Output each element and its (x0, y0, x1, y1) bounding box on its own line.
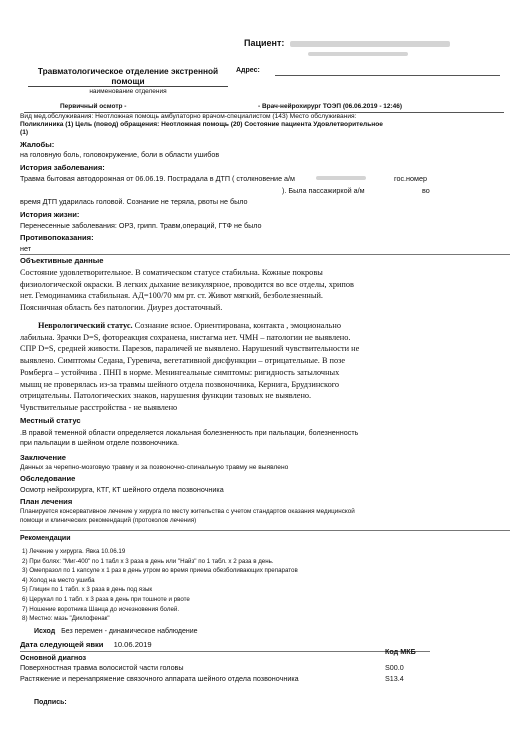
meta-line-1: Вид мед.обслуживания: Неотложная помощь амбулаторно врачом-специалистом (143) Место обслуживания: (20, 113, 357, 120)
neuro-line: Ромберга – устойчива . ПНП в норме. Менингеальные симптомы: ригидность затылочных (20, 367, 340, 377)
recommendation-item: 1) Лечение у хирурга. Явка 10.06.19 (22, 548, 126, 555)
neuro-status (20, 320, 496, 414)
next-visit-row (20, 640, 152, 649)
plan-line: Планируется консервативное лечение у хирурга по месту жительства с учетом стандартов оказания медицинской (20, 508, 355, 515)
history-line-1-tail: гос.номер (394, 174, 427, 183)
history-line-1: Травма бытовая автодорожная от 06.06.19. Пострадала в ДТП ( столкновение а/м (20, 174, 295, 183)
objective-line: Поясничная область без патологии. Диурез достаточный. (20, 303, 223, 313)
address-underline (275, 75, 500, 76)
plan-text (20, 508, 510, 525)
objective-line: физиологической окраски. В легких дыхание везикулярное, проводится во все отделы, хрипов (20, 279, 354, 289)
objective-line: нет. Гемодинамика стабильная. АД=100/70 мм рт. ст. Живот мягкий, безболезненный. (20, 291, 323, 301)
conclusion-text: Данных за черепно-мозговую травму и за позвоночно-спинальную травму не выявлено (20, 464, 289, 471)
signature-label: Подпись: (34, 699, 67, 706)
recommendation-item: 7) Ношение воротника Шанца до исчезновения болей. (22, 605, 180, 613)
conclusion-label: Заключение (20, 453, 67, 462)
recommendation-item: 8) Местно: мазь "Диклофенак" (22, 615, 110, 623)
complaints-text: на головную боль, головокружение, боли в области ушибов (20, 150, 220, 159)
neuro-line: мышц не проверялась из-за травмы шейного отдела позвоночника, Кернига, Брудзинского (20, 379, 340, 389)
local-status-text (20, 428, 510, 447)
local-status-label: Местный статус (20, 416, 81, 425)
recommendation-item: 5) Глицин по 1 табл. х 3 раза в день под язык (22, 586, 153, 594)
icd-code-header: Код МКБ (385, 647, 416, 656)
life-history-label: История жизни: (20, 210, 80, 219)
department-name: Травматологическое отделение экстренной помощи (37, 66, 219, 86)
contraindications-label: Противопоказания: (20, 233, 94, 242)
diagnosis-code: S13.4 (385, 674, 404, 683)
history-line-2-tail: во (422, 186, 430, 195)
neuro-line: выявлено. Симптомы Седана, Гуревича, вегетативной дисфункции – отрицательные. В позе (20, 356, 346, 366)
neuro-line: СПР D=S, средней живости. Парезов, параличей не выявлено. Нарушений чувствительности не (20, 344, 360, 354)
recommendation-item: 3) Омепразол по 1 капсуле х 1 раз в день утром во время приема обезболивающих препаратов (22, 567, 298, 575)
patient-label: Пациент: (244, 38, 285, 48)
recommendation-item: 4) Холод на место ушиба (22, 576, 95, 584)
history-line-3: время ДТП ударилась головой. Сознание не теряла, рвоты не было (20, 197, 248, 206)
recommendations-list (22, 547, 298, 624)
local-status-line: .В правой теменной области определяется локальная болезненность при пальпации, болезненность (20, 428, 359, 437)
objective-label: Объективные данные (20, 256, 104, 265)
contraindications-text: нет (20, 244, 32, 253)
recommendation-item: 2) При болях: "Миг-400" по 1 табл х 3 раза в день или "Найз" по 1 табл. х 2 раза в день. (22, 557, 274, 565)
diagnosis-text: Растяжение и перенапряжение связочного аппарата шейного отдела позвоночника (20, 674, 299, 683)
outcome-text: Без перемен - динамическое наблюдение (61, 628, 198, 635)
examination-text: Осмотр нейрохирурга, КТГ, КТ шейного отдела позвоночника (20, 485, 224, 494)
outcome-label: Исход (34, 628, 56, 635)
neuro-first-line: Сознание ясное. Ориентирована, контакта , эмоционально (134, 321, 342, 330)
neuro-line: Чувствительные расстройства - не выявлено (20, 402, 178, 412)
visit-meta (20, 113, 510, 137)
diagnosis-label: Основной диагноз (20, 653, 87, 662)
objective-line: Состояние удовлетворительное. В соматическом статусе стабильна. Кожные покровы (20, 268, 323, 277)
redacted-patient-name (290, 41, 450, 47)
section-divider (20, 254, 510, 255)
objective-text (20, 267, 475, 314)
neuro-line: лабильна. Зрачки D=S, фотореакция сохранена, нистагма нет. ЧМН – патологии не выявлено. (20, 332, 351, 342)
diagnosis-text: Поверхностная травма волосистой части головы (20, 663, 184, 672)
outcome-row (34, 628, 198, 635)
neuro-title: Неврологический статус. (38, 321, 133, 330)
exam-type: Первичный осмотр - (60, 103, 127, 110)
history-line-2: ). Была пассажиркой а/м (282, 186, 365, 195)
redacted-patient-info (308, 52, 408, 56)
section-divider (20, 530, 510, 531)
history-label: История заболевания: (20, 163, 105, 172)
section-divider (20, 651, 430, 652)
neuro-line: отрицательны. Патологических знаков, нарушения функции тазовых не выявлено. (20, 391, 312, 401)
examination-label: Обследование (20, 474, 76, 483)
plan-line: помощи и клинических рекомендаций (протоколов лечения) (20, 516, 197, 524)
department-underline (28, 86, 228, 87)
address-label: Адрес: (236, 67, 260, 74)
meta-line-2: Поликлиника (1) Цель (повод) обращения: Неотложная помощь (20) Состояние пациента Удовлетворительное (20, 121, 383, 128)
diagnosis-code: S00.0 (385, 663, 404, 672)
complaints-label: Жалобы: (20, 140, 55, 149)
next-visit-label: Дата следующей явки (20, 640, 104, 649)
local-status-line: при пальпации в шейном отделе позвоночника. (20, 437, 179, 447)
doctor-and-date: - Врач-нейрохирург ТОЭП (06.06.2019 - 12:46) (258, 103, 403, 110)
recommendations-label: Рекомендации (20, 535, 71, 542)
life-history-text: Перенесенные заболевания: ОРЗ, грипп. Травм,операций, ГТФ не было (20, 221, 262, 230)
recommendation-item: 6) Церукал по 1 табл. х 3 раза в день при тошноте и рвоте (22, 595, 190, 603)
meta-line-3: (1) (20, 129, 29, 136)
department-caption: наименование отделения (89, 88, 167, 95)
next-visit-date: 10.06.2019 (113, 640, 152, 649)
redacted-vehicle-1 (316, 176, 366, 180)
plan-label: План лечения (20, 497, 73, 506)
